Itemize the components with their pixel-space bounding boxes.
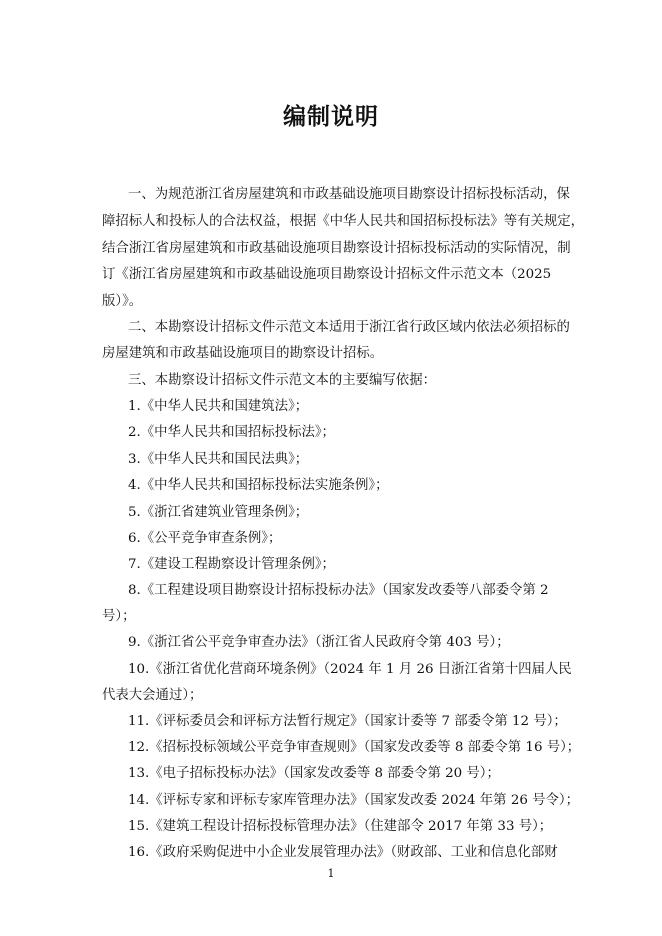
text-line: 1.《中华人民共和国建筑法》； [128,399,309,414]
text-line: 号）； [102,609,136,624]
text-line: 4.《中华人民共和国招标投标法实施条例》； [128,478,389,493]
text-line: 代表大会通过）； [102,688,203,703]
text-line: 障招标人和投标人的合法权益，根据《中华人民共和国招标投标法》等有关规定， [102,214,585,229]
text-line: 版）》。 [102,294,143,309]
text-line: 10.《浙江省优化营商环境条例》（2024 年 1 月 26 日浙江省第十四届人民 [128,662,572,677]
text-line: 三、本勘察设计招标文件示范文本的主要编写依据： [128,373,436,388]
text-line: 3.《中华人民共和国民法典》； [128,452,309,467]
text-line: 房屋建筑和市政基础设施项目的勘察设计招标。 [102,346,384,361]
text-line: 8.《工程建设项目勘察设计招标投标办法》（国家发改委等八部委令第 2 [128,583,549,598]
page-number: 1 [327,867,335,880]
text-line: 9.《浙江省公平竞争审查办法》（浙江省人民政府令第 403 号）； [128,635,510,650]
text-line: 14.《评标专家和评标专家库管理办法》（国家发改委 2024 年第 26 号令）； [128,793,579,808]
text-line: 6.《公平竞争审查条例》； [128,531,282,546]
text-line: 结合浙江省房屋建筑和市政基础设施项目勘察设计招标投标活动的实际情况，制 [102,241,571,256]
text-line: 12.《招标投标领域公平竞争审查规则》（国家发改委等 8 部委令第 16 号）； [128,740,581,755]
text-line: 16.《政府采购促进中小企业发展管理办法》（财政部、工业和信息化部财 [128,845,558,860]
document-title: 编制说明 [283,104,379,130]
text-line: 一、为规范浙江省房屋建筑和市政基础设施项目勘察设计招标投标活动，保 [128,187,570,202]
text-line: 7.《建设工程勘察设计管理条例》； [128,557,335,572]
text-line: 5.《浙江省建筑业管理条例》； [128,505,309,520]
text-line: 二、本勘察设计招标文件示范文本适用于浙江省行政区域内依法必须招标的 [128,320,570,335]
text-line: 13.《电子招标投标办法》（国家发改委等 8 部委令第 20 号）； [128,766,500,781]
text-line: 订《浙江省房屋建筑和市政基础设施项目勘察设计招标文件示范文本（2025 [102,267,552,282]
text-line: 15.《建筑工程设计招标投标管理办法》（住建部令 2017 年第 33 号）； [128,819,553,834]
text-line: 2.《中华人民共和国招标投标法》； [128,425,335,440]
text-line: 11.《评标委员会和评标方法暂行规定》（国家计委等 7 部委令第 12 号）； [128,714,567,729]
